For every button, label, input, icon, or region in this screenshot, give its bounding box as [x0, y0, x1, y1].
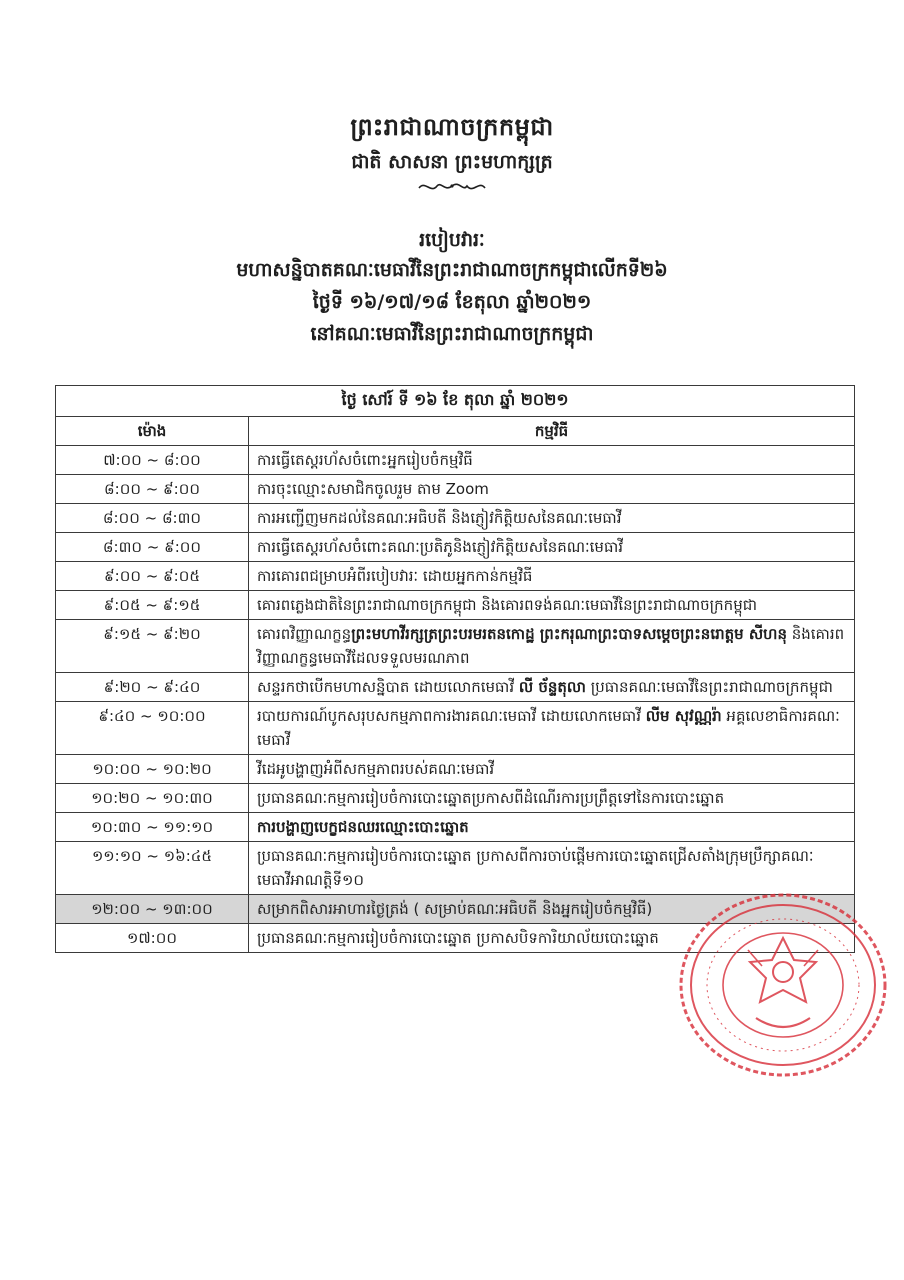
activity-text: ប្រធានគណៈកម្មការរៀបចំការបោះឆ្នោត ប្រកាសបិទការិយាល័យបោះឆ្នោត: [257, 929, 659, 947]
agenda-row: [56, 924, 855, 953]
agenda-label: របៀបវារៈ: [419, 229, 485, 251]
activity-emphasis: លី ច័ន្ទតុលា: [518, 678, 586, 696]
activity-text: ការគោរពជម្រាបអំពីរបៀបវារៈ ដោយអ្នកកាន់កម្មវិធី: [257, 567, 533, 585]
activity-text: ការធ្វើតេស្តរហ័សចំពោះគណៈប្រតិភូនិងភ្ញៀវកិត្តិយសនៃគណៈមេធាវី: [257, 538, 623, 556]
column-header-row: [56, 417, 855, 446]
activity-text: ការចុះឈ្មោះសមាជិកចូលរួម តាម Zoom: [257, 480, 489, 498]
activity-text: គោរពវិញ្ញាណក្ខន្ធ: [257, 625, 352, 643]
kingdom-heading: ព្រះរាជាណាចក្រកម្ពុជា: [350, 113, 554, 141]
day-heading: ថ្ងៃ សៅរ៍ ទី ១៦ ខែ តុលា ឆ្នាំ ២០២១: [56, 386, 855, 417]
agenda-activity: [249, 475, 855, 504]
day-heading-row: [56, 386, 855, 417]
agenda-time: ១២:០០ ~ ១៣:០០: [56, 895, 249, 924]
agenda-row: [56, 784, 855, 813]
agenda-time: ១០:២០ ~ ១០:៣០: [56, 784, 249, 813]
agenda-time: ៨:៣០ ~ ៩:០០: [56, 533, 249, 562]
activity-text: ការអញ្ជើញមកដល់នៃគណៈអធិបតី និងភ្ញៀវកិត្តិយសនៃគណៈមេធាវី: [257, 509, 622, 527]
agenda-row: [56, 842, 855, 895]
agenda-activity: [249, 504, 855, 533]
agenda-body: [56, 446, 855, 953]
activity-text: គោរពភ្លេងជាតិនៃព្រះរាជាណាចក្រកម្ពុជា និងគោរពទង់គណៈមេធាវីនៃព្រះរាជាណាចក្រកម្ពុជា: [257, 596, 757, 614]
national-motto: ជាតិ សាសនា ព្រះមហាក្សត្រ: [351, 151, 553, 173]
event-venue: នៅគណៈមេធាវីនៃព្រះរាជាណាចក្រកម្ពុជា: [310, 323, 594, 345]
agenda-row: [56, 620, 855, 673]
activity-emphasis: ការបង្ហាញបេក្ខជនឈរឈ្មោះបោះឆ្នោត: [257, 818, 469, 836]
agenda-activity: [249, 755, 855, 784]
agenda-time: ៨:០០ ~ ៨:៣០: [56, 504, 249, 533]
agenda-activity: [249, 533, 855, 562]
agenda-time: ១០:០០ ~ ១០:២០: [56, 755, 249, 784]
agenda-time: ៩:៤០ ~ ១០:០០: [56, 702, 249, 755]
agenda-activity: [249, 620, 855, 673]
agenda-time: ៩:១៥ ~ ៩:២០: [56, 620, 249, 673]
agenda-activity: [249, 562, 855, 591]
agenda-activity: [249, 673, 855, 702]
agenda-activity: [249, 924, 855, 953]
agenda-time: ១០:៣០ ~ ១១:១០: [56, 813, 249, 842]
agenda-activity: [249, 446, 855, 475]
activity-emphasis: លីម សុវណ្ណរ៉ា: [645, 707, 722, 725]
agenda-table: [55, 385, 855, 953]
decorative-flourish: [0, 178, 904, 196]
activity-text: ការធ្វើតេស្តរហ័សចំពោះអ្នករៀបចំកម្មវិធី: [257, 451, 473, 469]
activity-text: សន្ទរកថាបើកមហាសន្និបាត ដោយលោកមេធាវី: [257, 678, 519, 696]
agenda-time: ៩:២០ ~ ៩:៤០: [56, 673, 249, 702]
agenda-activity: [249, 591, 855, 620]
agenda-row: [56, 504, 855, 533]
flourish-ornament-icon: [417, 178, 487, 196]
activity-text: របាយការណ៍បូកសរុបសកម្មភាពការងារគណៈមេធាវី ដោយលោកមេធាវី: [257, 707, 646, 725]
agenda-time: ១៧:០០: [56, 924, 249, 953]
activity-text: អគ្គលេខាធិការគណៈមេធាវី: [257, 707, 840, 749]
activity-text: ប្រធានគណៈមេធាវីនៃព្រះរាជាណាចក្រកម្ពុជា: [585, 678, 833, 696]
agenda-activity: [249, 842, 855, 895]
agenda-row: [56, 813, 855, 842]
agenda-row: [56, 673, 855, 702]
agenda-row: [56, 475, 855, 504]
agenda-time: ៧:០០ ~ ៨:០០: [56, 446, 249, 475]
activity-text: វីដេអូបង្ហាញអំពីសកម្មភាពរបស់គណៈមេធាវី: [257, 760, 495, 778]
column-header-time: ម៉ោង: [56, 417, 249, 446]
agenda-activity: [249, 895, 855, 924]
agenda-time: ១១:១០ ~ ១៦:៤៥: [56, 842, 249, 895]
agenda-row: [56, 591, 855, 620]
activity-text: និងគោរពវិញ្ញាណក្ខន្ធមេធាវីដែលទទួលមរណភាព: [257, 625, 845, 667]
agenda-row: [56, 702, 855, 755]
activity-text: ប្រធានគណៈកម្មការរៀបចំការបោះឆ្នោត ប្រកាសពីការចាប់ផ្តើមការបោះឆ្នោតជ្រើសតាំងក្រុមប្រឹក្សាគណៈមេធាវីអាណត្តិទី១០: [257, 847, 814, 889]
agenda-row: [56, 895, 855, 924]
agenda-row: [56, 755, 855, 784]
column-header-activity: កម្មវិធី: [249, 417, 855, 446]
activity-text: សម្រាកពិសារអាហារថ្ងៃត្រង់ ( សម្រាប់គណៈអធិបតី និងអ្នករៀបចំកម្មវិធី): [257, 900, 653, 918]
event-dates: ថ្ងៃទី ១៦/១៧/១៨ ខែតុលា ឆ្នាំ២០២១: [312, 291, 592, 313]
agenda-time: ៩:០៥ ~ ៩:១៥: [56, 591, 249, 620]
agenda-row: [56, 533, 855, 562]
event-title: មហាសន្និបាតគណៈមេធាវីនៃព្រះរាជាណាចក្រកម្ពុជាលើកទី២៦: [236, 259, 668, 281]
agenda-time: ៨:០០ ~ ៩:០០: [56, 475, 249, 504]
agenda-activity: [249, 702, 855, 755]
agenda-activity: [249, 813, 855, 842]
agenda-time: ៩:០០ ~ ៩:០៥: [56, 562, 249, 591]
agenda-activity: [249, 784, 855, 813]
agenda-row: [56, 562, 855, 591]
agenda-row: [56, 446, 855, 475]
activity-text: ប្រធានគណៈកម្មការរៀបចំការបោះឆ្នោតប្រកាសពីដំណើរការប្រព្រឹត្តទៅនៃការបោះឆ្នោត: [257, 789, 725, 807]
activity-emphasis: ព្រះមហាវីរក្សត្រព្រះបរមរតនកោដ្ឋ ព្រះករុណាព្រះបាទសម្តេចព្រះនរោត្តម សីហនុ: [351, 625, 787, 643]
